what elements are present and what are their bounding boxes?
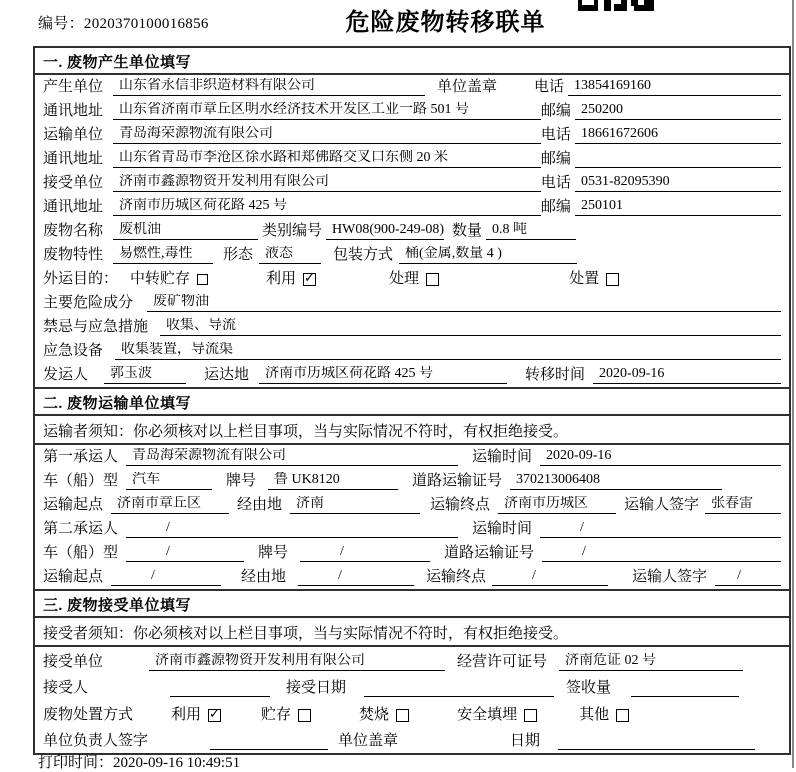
carrier2-label: 第二承运人 [43,521,119,537]
responsible-sign-value [210,748,328,750]
disposal-option-landfill-label: 安全填埋 [457,706,518,723]
row-waste-name [35,219,789,243]
vehicle2-plate-label: 牌号 [258,545,289,561]
receiver-addr-label: 通讯地址 [43,199,104,215]
transporter-value: 青岛海荣源物流有限公司 [113,126,541,144]
route1-start-label: 运输起点 [43,497,104,513]
checkbox-disposal-incinerate [396,709,409,722]
producer-addr-value: 山东省济南市章丘区明水经济技术开发区工业一路 501 号 [113,102,541,120]
vehicle1-license-label: 道路运输证号 [412,473,503,489]
disposal-label: 废物处置方式 [43,706,134,723]
accept-person-value [170,695,270,697]
page-title: 危险废物转移联单 [345,10,546,36]
accept-qty-label: 签收量 [566,680,612,696]
page-edge-line [792,0,794,768]
checkbox-disposal-utilize [208,709,221,722]
dispatcher-value: 郭玉波 [104,366,186,384]
traits-value: 易燃性,毒性 [113,246,213,264]
producer-value: 山东省永信非织造材料有限公司 [113,78,425,96]
carrier2-time-label: 运输时间 [472,521,533,537]
permit-value: 济南危证 02 号 [559,653,743,671]
route1-end-label: 运输终点 [430,497,491,513]
checkbox-disposal-landfill [524,709,537,722]
route2-start-label: 运输起点 [43,569,104,585]
carrier1-value: 青岛海荣源物流有限公司 [126,448,458,466]
row-receiver [35,171,789,195]
disposal-option-landfill [457,707,537,724]
row-carrier2 [35,517,789,541]
producer-tel-label: 电话 [534,79,565,95]
document-number-value: 2020370100016856 [83,16,209,32]
purpose-label: 外运目的： [43,271,119,287]
section-transport [35,387,789,589]
qr-code-fragment [578,0,654,11]
receive-unit-value: 济南市鑫源物资开发利用有限公司 [149,653,445,671]
print-time [38,751,240,772]
accept-date-value [364,695,554,697]
disposal-option-other-label: 其他 [579,706,610,723]
row-receiver-address [35,195,789,219]
checkbox-transfer-storage [197,274,208,285]
disposal-option-incinerate [359,707,409,724]
carrier2-time-value: / [540,520,781,538]
transporter-addr-value: 山东省青岛市李沧区徐水路和郑佛路交叉口东侧 20 米 [113,150,541,168]
transport-notice: 运输者须知：你必须核对以上栏目事项，当与实际情况不符时，有权拒绝接受。 [35,416,789,445]
checkbox-dispose [606,273,619,286]
accept-qty-value [631,695,739,697]
vehicle2-license-value: / [542,544,781,562]
route1-via-label: 经由地 [237,497,283,513]
waste-name-label: 废物名称 [43,223,104,239]
waste-cat-value: HW08(900-249-08) [326,222,444,240]
vehicle1-label: 车（船）型 [43,473,119,489]
transporter-zip-value [575,166,781,168]
row-producer-address [35,99,789,123]
unit-seal-label: 单位盖章 [338,733,399,749]
transporter-addr-label: 通讯地址 [43,151,104,167]
purpose-option-dispose-label: 处置 [569,271,600,287]
producer-zip-value: 250200 [575,102,781,120]
purpose-option-dispose [569,271,619,288]
waste-cat-label: 类别编号 [262,223,323,239]
vehicle2-label: 车（船）型 [43,545,119,561]
transfer-time-value: 2020-09-16 [593,366,781,384]
hazard-value: 废矿物油 [147,294,781,312]
row-transporter [35,123,789,147]
receiver-tel-value: 0531-82095390 [575,174,781,192]
waste-qty-label: 数量 [452,223,483,239]
vehicle1-plate-value: 鲁 UK8120 [268,472,398,490]
producer-tel-value: 13854169160 [568,78,781,96]
row-disposal [35,700,789,727]
row-route2 [35,565,789,589]
purpose-option-transfer-label: 中转贮存 [130,271,191,287]
equipment-value: 收集装置，导流渠 [115,342,781,360]
purpose-option-treat [389,271,439,288]
waste-name-value: 废机油 [113,222,258,240]
route1-via-value: 济南 [290,496,420,514]
disposal-option-storage [261,707,311,724]
route2-sign-label: 运输人签字 [632,569,708,585]
vehicle2-plate-value: / [300,544,430,562]
permit-label: 经营许可证号 [457,653,548,670]
section-producer [35,48,789,387]
route2-via-label: 经由地 [241,569,287,585]
receiver-addr-value: 济南市历城区荷花路 425 号 [113,198,541,216]
waste-qty-value: 0.8 吨 [486,222,576,240]
row-vehicle1 [35,469,789,493]
hazard-label: 主要危险成分 [43,295,134,311]
row-hazard [35,291,789,315]
traits-label: 废物特性 [43,247,104,263]
vehicle1-plate-label: 牌号 [226,473,257,489]
print-time-value: 2020-09-16 10:49:51 [113,755,241,771]
producer-zip-label: 邮编 [540,103,571,119]
disposal-option-other [579,707,629,724]
carrier1-time-label: 运输时间 [472,449,533,465]
emergency-label: 禁忌与应急措施 [43,319,149,335]
manifest-form [33,46,791,755]
receive-unit-label: 接受单位 [43,653,104,670]
disposal-option-incinerate-label: 焚烧 [359,706,390,723]
transporter-tel-value: 18661672606 [575,126,781,144]
vehicle1-value: 汽车 [126,472,212,490]
row-sign [35,727,789,754]
sign-date-value [558,748,755,750]
row-receive-unit [35,647,789,674]
row-dispatch [35,363,789,387]
purpose-option-utilize [266,271,316,288]
form-label: 形态 [223,247,254,263]
destination-value: 济南市历城区荷花路 425 号 [259,366,507,384]
pack-value: 桶(金属,数量 4 ) [399,246,577,264]
transporter-label: 运输单位 [43,127,104,143]
route1-sign-label: 运输人签字 [624,497,700,513]
checkbox-disposal-storage [298,709,311,722]
producer-seal-label: 单位盖章 [437,79,498,95]
carrier2-value: / [126,520,458,538]
carrier1-time-value: 2020-09-16 [540,448,781,466]
transfer-time-label: 转移时间 [525,367,586,383]
emergency-value: 收集、导流 [160,318,781,336]
dispatcher-label: 发运人 [43,367,89,383]
section1-title: 一. 废物产生单位填写 [35,48,789,75]
disposal-option-utilize-label: 利用 [171,706,202,723]
accept-date-label: 接受日期 [286,680,347,696]
checkbox-treat [426,273,439,286]
checkbox-disposal-other [616,709,629,722]
receiver-tel-label: 电话 [540,175,571,191]
producer-addr-label: 通讯地址 [43,103,104,119]
row-producer [35,75,789,99]
row-equipment [35,339,789,363]
section2-title: 二. 废物运输单位填写 [35,387,789,416]
row-purpose [35,267,789,291]
section-receive [35,589,789,753]
equipment-label: 应急设备 [43,343,104,359]
row-transporter-address [35,147,789,171]
vehicle1-license-value: 370213006408 [510,472,722,490]
print-time-label: 打印时间： [38,755,114,771]
purpose-option-treat-label: 处理 [389,271,420,287]
receive-notice: 接受者须知：你必须核对以上栏目事项，当与实际情况不符时，有权拒绝接受。 [35,618,789,647]
transporter-zip-label: 邮编 [540,151,571,167]
receiver-label: 接受单位 [43,175,104,191]
receiver-zip-label: 邮编 [540,199,571,215]
disposal-option-storage-label: 贮存 [261,706,292,723]
destination-label: 运达地 [204,367,250,383]
row-carrier1 [35,445,789,469]
route2-end-label: 运输终点 [426,569,487,585]
purpose-option-utilize-label: 利用 [266,271,297,287]
document-number-label: 编号： [38,16,84,32]
route2-end-value: / [492,568,608,586]
transporter-tel-label: 电话 [540,127,571,143]
section3-title: 三. 废物接受单位填写 [35,589,789,618]
route2-sign-value: / [715,568,781,586]
receiver-zip-value: 250101 [575,198,781,216]
row-emergency [35,315,789,339]
row-route1 [35,493,789,517]
route1-start-value: 济南市章丘区 [111,496,229,514]
disposal-option-utilize [171,707,221,724]
checkbox-utilize [303,273,316,286]
receiver-value: 济南市鑫源物资开发利用有限公司 [113,174,541,192]
route1-sign-value: 张春雷 [705,496,781,514]
producer-label: 产生单位 [43,79,104,95]
vehicle2-license-label: 道路运输证号 [444,545,535,561]
accept-person-label: 接受人 [43,680,89,696]
vehicle2-value: / [126,544,244,562]
row-waste-traits [35,243,789,267]
route2-via-value: / [298,568,414,586]
row-accept [35,674,789,701]
pack-label: 包装方式 [333,247,394,263]
carrier1-label: 第一承运人 [43,449,119,465]
route1-end-value: 济南市历城区 [498,496,616,514]
purpose-option-transfer [130,271,208,288]
responsible-sign-label: 单位负责人签字 [43,733,149,749]
form-value: 液态 [259,246,321,264]
row-vehicle2 [35,541,789,565]
route2-start-value: / [111,568,221,586]
sign-date-label: 日期 [510,733,541,749]
